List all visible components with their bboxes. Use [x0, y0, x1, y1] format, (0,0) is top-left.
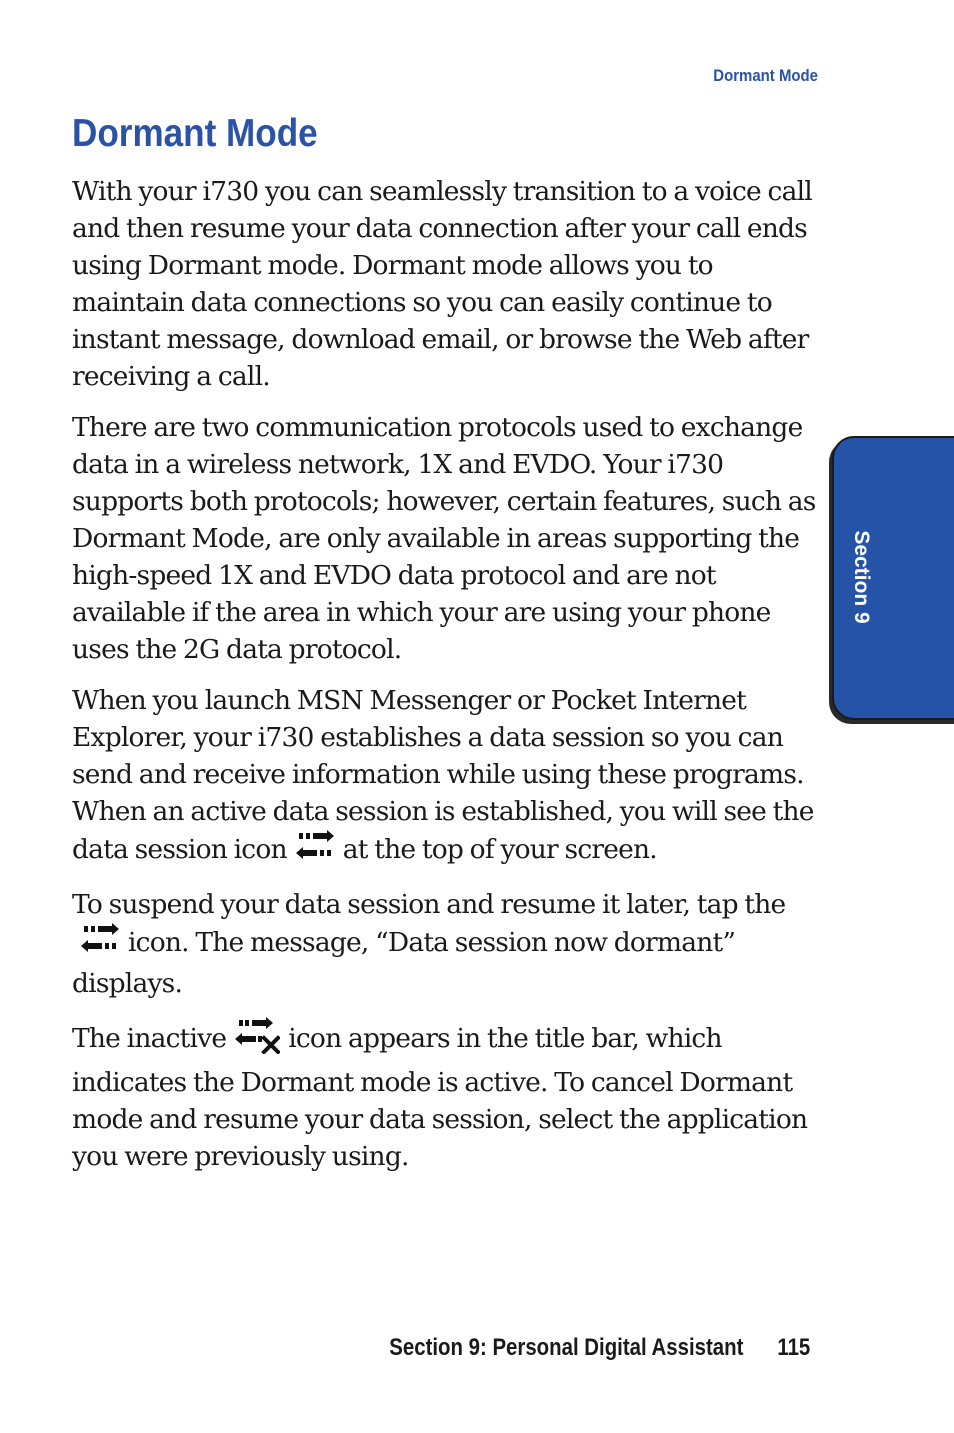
- footer-section-title: Section 9: Personal Digital Assistant: [389, 1334, 744, 1361]
- paragraph-suspend-start: To suspend your data session and resume it later, tap the: [72, 889, 786, 920]
- paragraph-data-session-end: at the top of your screen.: [342, 834, 657, 865]
- page-footer: [389, 1334, 810, 1362]
- running-header: Dormant Mode: [713, 66, 818, 85]
- paragraph-inactive: [72, 1016, 817, 1175]
- paragraph-protocols: There are two communication protocols used to exchange data in a wireless network, 1X and EVDO. Your i730 supports both protocols; however, certain features, such as Dormant Mode, are only available in areas supporting the high-speed 1X and EVDO data protocol and are not available if the area in which your are using your phone uses the 2G data protocol.: [72, 412, 816, 665]
- page-content: [72, 173, 817, 1189]
- data-session-active-icon: [295, 830, 335, 872]
- page-number: 115: [777, 1334, 810, 1361]
- paragraph-intro: With your i730 you can seamlessly transition to a voice call and then resume your data connection after your call ends using Dormant mode. Dormant mode allows you to maintain data connections so you can easily continue to instant message, download email, or browse the Web after receiving a call.: [72, 176, 812, 392]
- page-title: Dormant Mode: [72, 112, 318, 155]
- data-session-dormant-icon: [234, 1016, 280, 1064]
- section-tab-label: Section 9: [850, 530, 873, 624]
- paragraph-inactive-end: icon appears in the title bar, which indicates the Dormant mode is active. To cancel Dormant mode and resume your data session, select the application you were previously using.: [72, 1023, 808, 1172]
- paragraph-data-session-start: When you launch MSN Messenger or Pocket Internet Explorer, your i730 establishes a data session so you can send and receive information while using these programs. When an active data session is established, you will see the data session icon: [72, 685, 814, 865]
- data-session-tap-icon: [80, 923, 120, 965]
- paragraph-suspend-end: icon. The message, “Data session now dormant” displays.: [72, 927, 736, 999]
- paragraph-data-session: [72, 682, 817, 872]
- paragraph-suspend: [72, 886, 817, 1002]
- paragraph-inactive-start: The inactive: [72, 1023, 227, 1054]
